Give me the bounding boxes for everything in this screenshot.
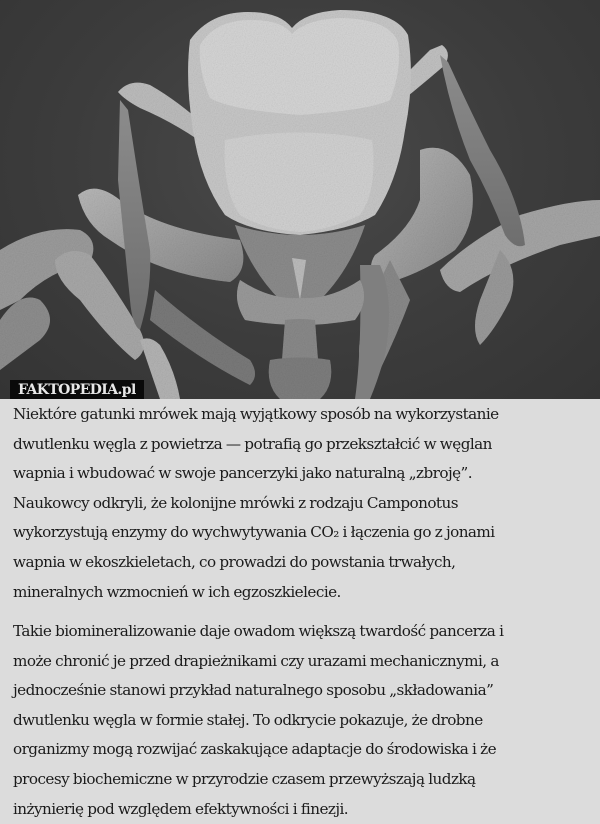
legs-right: [359, 148, 600, 380]
text-line: wykorzystują enzymy do wychwytywania CO₂ i łączenia go z jonami: [13, 523, 495, 542]
text-line: jednocześnie stanowi przykład naturalnego sposobu „składowania”: [13, 681, 494, 700]
paragraph-1: [13, 400, 593, 607]
text-line: mineralnych wzmocnień w ich egzoszkielecie.: [13, 582, 341, 601]
text-line: Takie biomineralizowanie daje owadom większą twardość pancerza i: [13, 622, 504, 640]
text-line: dwutlenku węgla w formie stałej. To odkrycie pokazuje, że drobne: [13, 710, 483, 729]
article-text-panel: [0, 399, 600, 817]
ant-head-illustration: [0, 0, 600, 399]
text-line: procesy biochemiczne w przyrodzie czasem przewyższają ludzką: [13, 769, 476, 788]
text-line: wapnia w ekoszkieletach, co prowadzi do powstania trwałych,: [13, 552, 456, 571]
text-line: może chronić je przed drapieżnikami czy urazami mechanicznymi, a: [13, 651, 499, 670]
text-line: organizmy mogą rozwijać zaskakujące adaptacje do środowiska i że: [13, 740, 497, 759]
text-line: inżynierię pod względem efektywności i finezji.: [13, 799, 349, 818]
text-line: Niektóre gatunki mrówek mają wyjątkowy sposób na wykorzystanie: [13, 405, 499, 423]
ant-sem-photo: [0, 0, 600, 399]
watermark-logo: FAKTOPEDIA.pl: [10, 380, 144, 399]
text-line: dwutlenku węgla z powietrza — potrafią go przekształcić w węglan: [13, 434, 492, 453]
paragraph-2: [13, 617, 593, 824]
text-line: Naukowcy odkryli, że kolonijne mrówki z rodzaju Camponotus: [13, 493, 458, 512]
text-line: wapnia i wbudować w swoje pancerzyki jako naturalną „zbroję”.: [13, 464, 473, 483]
